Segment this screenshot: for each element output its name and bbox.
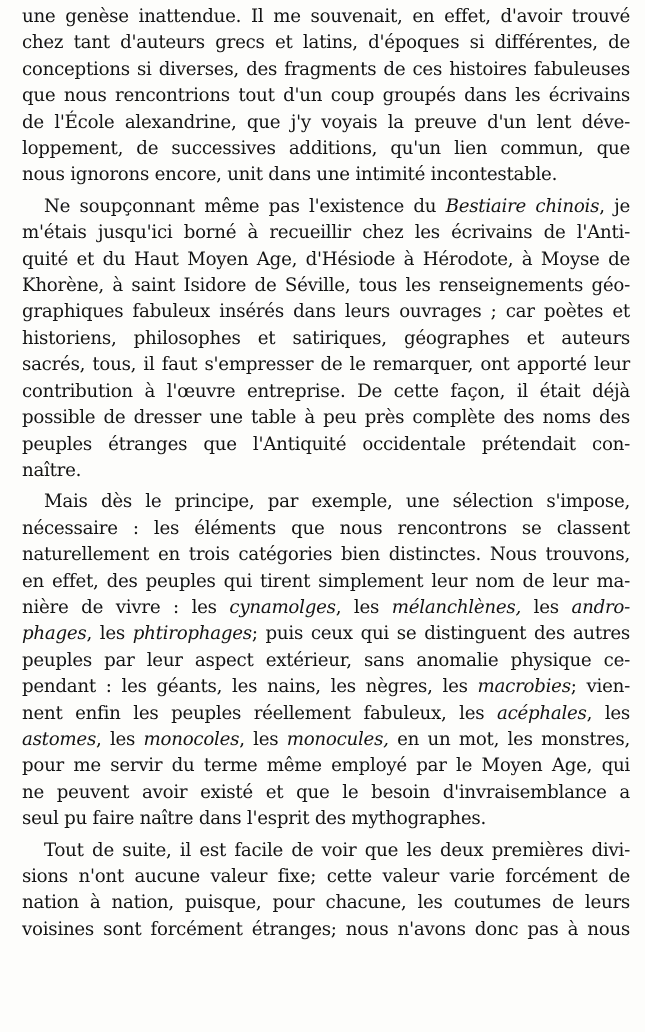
text-line xyxy=(22,648,630,674)
italic-term: monocules, xyxy=(286,728,389,750)
text-run: ; puis ceux qui se distinguent des autres xyxy=(251,623,630,645)
text-run: en un mot, les monstres, xyxy=(388,728,630,750)
text-run: graphiques fabuleux insérés dans leurs ouvrages ; car poètes et xyxy=(22,301,630,323)
text-line xyxy=(22,83,630,109)
text-run: sions n'ont aucune valeur fixe; cette valeur varie forcément de xyxy=(22,866,630,887)
text-run: quité et du Haut Moyen Age, d'Hésiode à Hérodote, à Moyse de xyxy=(22,248,630,270)
text-run: chez tant d'auteurs grecs et latins, d'époques si différentes, de xyxy=(22,32,630,54)
text-run: sacrés, tous, il faut s'empresser de le remarquer, ont apporté leur xyxy=(22,354,630,376)
text-line xyxy=(22,162,630,188)
text-line xyxy=(22,247,630,273)
text-line xyxy=(22,621,630,647)
text-run: naître. xyxy=(22,459,82,481)
paragraph xyxy=(22,194,630,484)
text-run: seul pu faire naître dans l'esprit des mythographes. xyxy=(22,808,486,830)
text-line xyxy=(22,110,630,136)
text-line xyxy=(22,890,630,916)
text-run: nous ignorons encore, unit dans une intimité incontestable. xyxy=(22,164,558,186)
text-run: , les xyxy=(335,596,392,618)
text-run: peuples par leur aspect extérieur, sans anomalie physique ce- xyxy=(22,649,630,671)
text-line xyxy=(22,674,630,700)
text-run: nent enfin les peuples réellement fabuleux, les xyxy=(22,702,497,724)
text-line xyxy=(22,4,630,30)
text-run: Tout de suite, il est facile de voir que les deux premières divi- xyxy=(44,839,630,861)
text-line xyxy=(22,405,630,431)
text-line xyxy=(22,701,630,727)
text-run: contribution à l'œuvre entreprise. De cette façon, il était déjà xyxy=(22,380,630,402)
text-line xyxy=(22,838,630,864)
text-run: Khorène, à saint Isidore de Séville, tous les renseignements géo- xyxy=(22,275,630,297)
text-line xyxy=(22,489,630,515)
text-line xyxy=(22,458,630,484)
text-line xyxy=(22,864,630,890)
text-run: les xyxy=(520,596,572,618)
text-line xyxy=(22,806,630,832)
text-run: m'étais jusqu'ici borné à recueillir chez les écrivains de l'Anti- xyxy=(22,222,630,244)
text-line xyxy=(22,194,630,220)
text-line xyxy=(22,753,630,779)
text-run: nière de vivre : les xyxy=(22,596,230,618)
text-line xyxy=(22,595,630,621)
text-line xyxy=(22,273,630,299)
italic-term: Bestiaire chinois xyxy=(445,195,600,217)
text-line xyxy=(22,379,630,405)
italic-term: astomes xyxy=(22,728,97,750)
text-run: Mais dès le principe, par exemple, une sélection s'impose, xyxy=(44,491,630,513)
text-run: ne peuvent avoir existé et que le besoin d'invraisemblance a xyxy=(22,781,630,803)
text-line xyxy=(22,780,630,806)
text-line xyxy=(22,136,630,162)
paragraph xyxy=(22,4,630,189)
text-run: , les xyxy=(239,728,287,750)
text-run: conceptions si diverses, des fragments de ces histoires fabuleuses xyxy=(22,58,630,80)
text-line xyxy=(22,569,630,595)
text-line xyxy=(22,727,630,753)
text-run: nécessaire : les éléments que nous rencontrons se classent xyxy=(22,517,630,539)
text-run: , les xyxy=(586,702,630,724)
text-run: , je xyxy=(599,195,630,217)
paragraph xyxy=(22,489,630,832)
text-run: nation à nation, puisque, pour chacune, les coutumes de leurs xyxy=(22,892,630,914)
text-run: Ne soupçonnant même pas l'existence du xyxy=(44,195,446,217)
paragraph xyxy=(22,838,630,944)
text-line xyxy=(22,299,630,325)
text-line xyxy=(22,57,630,83)
text-line xyxy=(22,352,630,378)
text-run: naturellement en trois catégories bien distinctes. Nous trouvons, xyxy=(22,544,630,566)
text-run: en effet, des peuples qui tirent simplement leur nom de leur ma- xyxy=(22,570,630,592)
italic-term: acéphales xyxy=(496,702,587,724)
text-run: pour me servir du terme même employé par le Moyen Age, qui xyxy=(22,755,630,777)
text-run: , les xyxy=(86,623,133,645)
text-line xyxy=(22,326,630,352)
text-run: une genèse inattendue. Il me souvenait, en effet, d'avoir trouvé xyxy=(22,6,630,27)
italic-term: phtirophages xyxy=(132,623,252,645)
italic-term: andro- xyxy=(571,596,631,618)
italic-term: macrobies xyxy=(477,676,571,698)
italic-term: monocoles xyxy=(143,728,240,750)
text-line xyxy=(22,516,630,542)
text-run: loppement, de successives additions, qu'un lien commun, que xyxy=(22,138,630,160)
body-text xyxy=(22,4,630,943)
text-line xyxy=(22,220,630,246)
text-line xyxy=(22,30,630,56)
text-run: historiens, philosophes et satiriques, géographes et auteurs xyxy=(22,327,630,349)
text-run: , les xyxy=(96,728,144,750)
text-run: que nous rencontrions tout d'un coup groupés dans les écrivains xyxy=(22,85,630,107)
italic-term: mélanchlènes, xyxy=(391,596,521,618)
italic-term: phages xyxy=(22,623,87,645)
text-run: ; vien- xyxy=(570,676,630,698)
text-run: possible de dresser une table à peu près complète des noms des xyxy=(22,407,630,429)
text-run: pendant : les géants, les nains, les nègres, les xyxy=(22,676,478,698)
text-run: de l'École alexandrine, que j'y voyais la preuve d'un lent déve- xyxy=(22,111,630,133)
text-run: peuples étranges que l'Antiquité occidentale prétendait con- xyxy=(22,433,630,455)
italic-term: cynamolges xyxy=(229,596,336,618)
text-line xyxy=(22,917,630,943)
text-line xyxy=(22,432,630,458)
text-run: voisines sont forcément étranges; nous n'avons donc pas à nous xyxy=(22,918,630,940)
text-line xyxy=(22,542,630,568)
